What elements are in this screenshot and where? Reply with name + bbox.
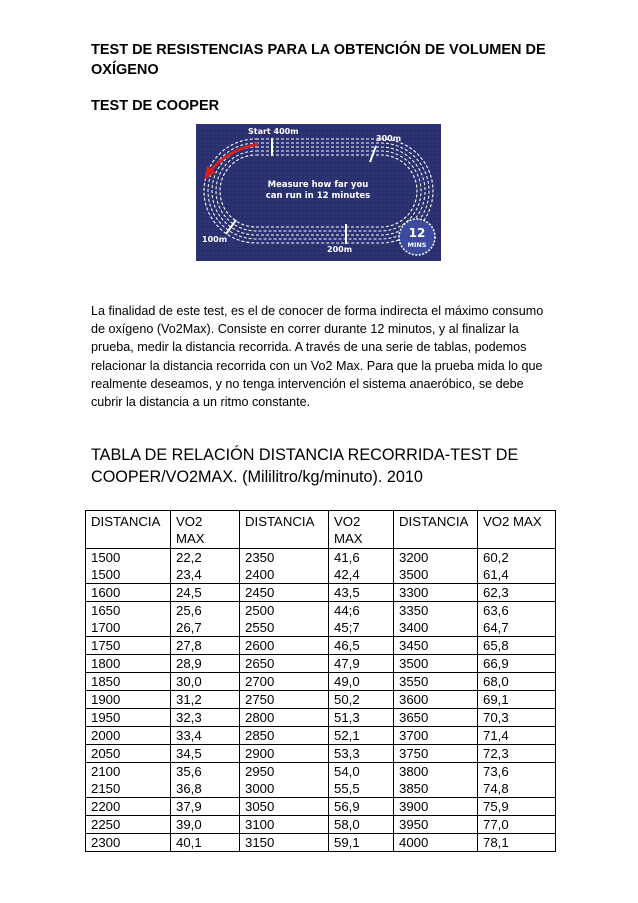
table-cell (86, 798, 171, 816)
table-cell (394, 602, 478, 637)
cell-value: 62,3 (483, 585, 509, 600)
cell-value: 55,5 (334, 781, 360, 796)
table-cell (171, 816, 240, 834)
twelve-minutes-badge (399, 219, 435, 255)
table-cell (171, 798, 240, 816)
cooper-track-figure (196, 124, 441, 261)
col-header-vo2max: VO2 MAX (171, 511, 240, 549)
table-cell (478, 745, 556, 763)
table-cell (240, 763, 329, 798)
cell-value: 25,6 (176, 603, 202, 618)
table-cell (394, 816, 478, 834)
table-cell (478, 637, 556, 655)
table-row (86, 709, 556, 727)
table-row (86, 549, 556, 584)
label-300m: 300m (376, 134, 402, 143)
table-row (86, 745, 556, 763)
table-cell (329, 673, 394, 691)
table-cell (478, 816, 556, 834)
table-cell (86, 602, 171, 637)
cell-value: 54,0 (334, 764, 360, 779)
cell-value: 34,5 (176, 746, 202, 761)
cell-value: 32,3 (176, 710, 202, 725)
cell-value: 1600 (91, 585, 121, 600)
cell-value: 2250 (91, 817, 121, 832)
table-cell (478, 834, 556, 852)
cell-value: 44;6 (334, 603, 360, 618)
table-cell (171, 602, 240, 637)
cell-value: 23,4 (176, 567, 202, 582)
cell-value: 3400 (399, 620, 429, 635)
table-cell (394, 727, 478, 745)
table-row (86, 584, 556, 602)
badge-number: 12 (408, 226, 426, 240)
cell-value: 3650 (399, 710, 429, 725)
table-cell (240, 834, 329, 852)
cell-value: 3150 (245, 835, 275, 850)
cell-value: 2850 (245, 728, 275, 743)
table-row (86, 655, 556, 673)
table-row (86, 763, 556, 798)
col-header-distancia: DISTANCIA (240, 511, 329, 549)
table-cell (86, 655, 171, 673)
cell-value: 2050 (91, 746, 121, 761)
table-cell (478, 673, 556, 691)
vo2max-table (85, 510, 556, 852)
cell-value: 26,7 (176, 620, 202, 635)
cell-value: 35,6 (176, 764, 202, 779)
cell-value: 3500 (399, 656, 429, 671)
table-cell (329, 816, 394, 834)
cell-value: 49,0 (334, 674, 360, 689)
cell-value: 2200 (91, 799, 121, 814)
cell-value: 73,6 (483, 764, 509, 779)
cell-value: 40,1 (176, 835, 202, 850)
cell-value: 2100 (91, 764, 121, 779)
cell-value: 1850 (91, 674, 121, 689)
table-cell (329, 798, 394, 816)
table-cell (86, 549, 171, 584)
table-cell (86, 709, 171, 727)
table-cell (86, 727, 171, 745)
table-header-row (86, 511, 556, 549)
table-cell (478, 709, 556, 727)
cell-value: 50,2 (334, 692, 360, 707)
cell-value: 45;7 (334, 620, 360, 635)
table-cell (171, 763, 240, 798)
table-cell (394, 834, 478, 852)
cell-value: 1800 (91, 656, 121, 671)
cell-value: 56,9 (334, 799, 360, 814)
table-cell (394, 691, 478, 709)
table-cell (86, 673, 171, 691)
cell-value: 65,8 (483, 638, 509, 653)
cell-value: 69,1 (483, 692, 509, 707)
table-cell (86, 584, 171, 602)
table-cell (171, 727, 240, 745)
table-cell (240, 602, 329, 637)
cell-value: 72,3 (483, 746, 509, 761)
table-cell (394, 763, 478, 798)
cell-value: 59,1 (334, 835, 360, 850)
table-row (86, 834, 556, 852)
cell-value: 1500 (91, 567, 121, 582)
table-cell (329, 745, 394, 763)
table-cell (329, 602, 394, 637)
table-cell (171, 709, 240, 727)
cell-value: 2350 (245, 550, 275, 565)
col-header-distancia: DISTANCIA (86, 511, 171, 549)
table-cell (240, 584, 329, 602)
label-100m: 100m (202, 235, 228, 244)
table-cell (240, 637, 329, 655)
table-cell (329, 763, 394, 798)
cell-value: 61,4 (483, 567, 509, 582)
cell-value: 2750 (245, 692, 275, 707)
cell-value: 3800 (399, 764, 429, 779)
cell-value: 31,2 (176, 692, 202, 707)
table-title: TABLA DE RELACIÓN DISTANCIA RECORRIDA-TEST DE COOPER/VO2MAX. (Mililitro/kg/minuto). 2010 (91, 446, 519, 486)
table-cell (171, 549, 240, 584)
table-cell (478, 691, 556, 709)
cell-value: 46,5 (334, 638, 360, 653)
table-cell (394, 637, 478, 655)
table-body (86, 549, 556, 852)
cell-value: 52,1 (334, 728, 360, 743)
col-header-distancia: DISTANCIA (394, 511, 478, 549)
cell-value: 2550 (245, 620, 275, 635)
table-cell (329, 834, 394, 852)
cell-value: 2300 (91, 835, 121, 850)
cell-value: 53,3 (334, 746, 360, 761)
table-row (86, 691, 556, 709)
cell-value: 3750 (399, 746, 429, 761)
cell-value: 2000 (91, 728, 121, 743)
cell-value: 4000 (399, 835, 429, 850)
table-cell (478, 602, 556, 637)
cell-value: 2450 (245, 585, 275, 600)
table-cell (329, 549, 394, 584)
cell-value: 3850 (399, 781, 429, 796)
table-cell (394, 549, 478, 584)
table-cell (86, 691, 171, 709)
caption-line-1: Measure how far you (267, 180, 369, 190)
cell-value: 3450 (399, 638, 429, 653)
cell-value: 36,8 (176, 781, 202, 796)
table-cell (240, 816, 329, 834)
table-cell (478, 763, 556, 798)
cell-value: 3500 (399, 567, 429, 582)
cell-value: 70,3 (483, 710, 509, 725)
table-cell (394, 584, 478, 602)
cell-value: 37,9 (176, 799, 202, 814)
cell-value: 77,0 (483, 817, 509, 832)
table-cell (329, 691, 394, 709)
cell-value: 28,9 (176, 656, 202, 671)
table-cell (240, 798, 329, 816)
cell-value: 47,9 (334, 656, 360, 671)
cell-value: 3900 (399, 799, 429, 814)
cell-value: 3300 (399, 585, 429, 600)
cell-value: 2150 (91, 781, 121, 796)
table-cell (329, 655, 394, 673)
cell-value: 33,4 (176, 728, 202, 743)
cell-value: 1900 (91, 692, 121, 707)
col-header-vo2max: VO2 MAX (329, 511, 394, 549)
table-cell (171, 673, 240, 691)
table-cell (478, 798, 556, 816)
table-cell (171, 745, 240, 763)
table-cell (240, 745, 329, 763)
col-header-vo2max: VO2 MAX (478, 511, 556, 549)
section-subtitle: TEST DE COOPER (91, 98, 220, 114)
table-row (86, 673, 556, 691)
table-cell (394, 709, 478, 727)
cell-value: 42,4 (334, 567, 360, 582)
table-cell (329, 727, 394, 745)
cell-value: 30,0 (176, 674, 202, 689)
cell-value: 3550 (399, 674, 429, 689)
table-row (86, 602, 556, 637)
cell-value: 63,6 (483, 603, 509, 618)
table-cell (394, 673, 478, 691)
cell-value: 68,0 (483, 674, 509, 689)
cell-value: 2600 (245, 638, 275, 653)
table-row (86, 798, 556, 816)
cell-value: 2400 (245, 567, 275, 582)
table-cell (478, 655, 556, 673)
cell-value: 1650 (91, 603, 121, 618)
cell-value: 66,9 (483, 656, 509, 671)
caption-line-2: can run in 12 minutes (265, 191, 371, 201)
cell-value: 60,2 (483, 550, 509, 565)
cell-value: 1750 (91, 638, 121, 653)
table-row (86, 727, 556, 745)
table-cell (86, 816, 171, 834)
table-cell (240, 691, 329, 709)
table-cell (240, 727, 329, 745)
table-row (86, 816, 556, 834)
table-cell (171, 834, 240, 852)
cell-value: 3700 (399, 728, 429, 743)
table-cell (171, 655, 240, 673)
table-cell (329, 637, 394, 655)
cell-value: 74,8 (483, 781, 509, 796)
cell-value: 3950 (399, 817, 429, 832)
table-cell (394, 655, 478, 673)
cell-value: 64,7 (483, 620, 509, 635)
table-cell (240, 655, 329, 673)
label-200m: 200m (327, 245, 353, 254)
description-paragraph: La finalidad de este test, es el de conocer de forma indirecta el máximo consumo de oxígeno (Vo2Max). Consiste en correr durante 12 minutos, y al finalizar la prueba, medir la distancia recorrida. A través de una serie de tablas, podemos relacionar la distancia recorrida con un Vo2 Max. Para que la prueba mida lo que realmente deseamos, y no tenga intervención el sistema anaeróbico, se debe cubrir la distancia a un ritmo constante. (91, 304, 544, 410)
table-cell (86, 637, 171, 655)
table-cell (86, 745, 171, 763)
cell-value: 41,6 (334, 550, 360, 565)
badge-unit: MINS (407, 241, 427, 249)
cell-value: 3100 (245, 817, 275, 832)
cell-value: 2500 (245, 603, 275, 618)
cell-value: 3600 (399, 692, 429, 707)
table-cell (394, 798, 478, 816)
cell-value: 2800 (245, 710, 275, 725)
table-cell (171, 637, 240, 655)
table-cell (329, 584, 394, 602)
cell-value: 71,4 (483, 728, 509, 743)
cell-value: 43,5 (334, 585, 360, 600)
cell-value: 1700 (91, 620, 121, 635)
cell-value: 39,0 (176, 817, 202, 832)
cell-value: 24,5 (176, 585, 202, 600)
cell-value: 75,9 (483, 799, 509, 814)
cell-value: 27,8 (176, 638, 202, 653)
table-cell (240, 709, 329, 727)
cell-value: 78,1 (483, 835, 509, 850)
table-cell (394, 745, 478, 763)
table-row (86, 637, 556, 655)
table-cell (478, 727, 556, 745)
cell-value: 2700 (245, 674, 275, 689)
table-cell (171, 691, 240, 709)
table-cell (478, 584, 556, 602)
cell-value: 3000 (245, 781, 275, 796)
cell-value: 3200 (399, 550, 429, 565)
table-cell (240, 549, 329, 584)
cell-value: 2950 (245, 764, 275, 779)
cell-value: 2900 (245, 746, 275, 761)
table-cell (86, 834, 171, 852)
cell-value: 1500 (91, 550, 121, 565)
cell-value: 3350 (399, 603, 429, 618)
cell-value: 22,2 (176, 550, 202, 565)
cell-value: 2650 (245, 656, 275, 671)
start-label: Start 400m (248, 127, 299, 136)
cell-value: 1950 (91, 710, 121, 725)
table-cell (478, 549, 556, 584)
document-title: TEST DE RESISTENCIAS PARA LA OBTENCIÓN DE VOLUMEN DE OXÍGENO (91, 42, 546, 78)
cell-value: 58,0 (334, 817, 360, 832)
cell-value: 51,3 (334, 710, 360, 725)
table-cell (171, 584, 240, 602)
table-cell (329, 709, 394, 727)
table-cell (240, 673, 329, 691)
cell-value: 3050 (245, 799, 275, 814)
table-cell (86, 763, 171, 798)
